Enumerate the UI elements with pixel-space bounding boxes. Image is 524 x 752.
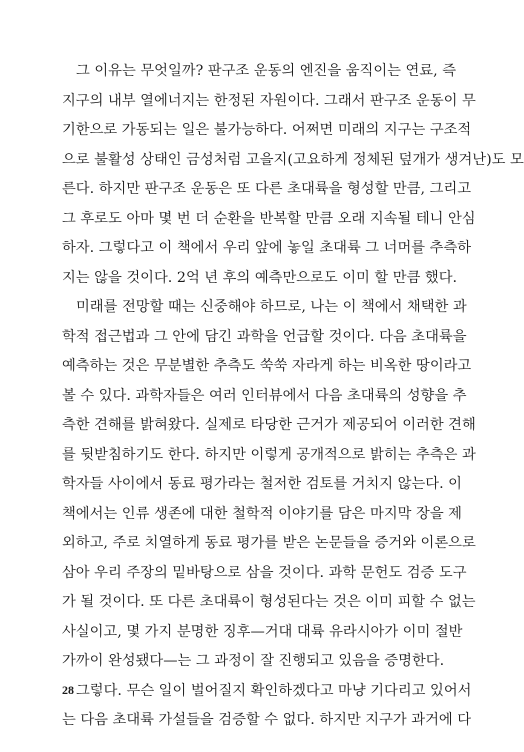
text-line: 그 후로도 아마 몇 번 더 순환을 반복할 만큼 오래 지속될 테니 안심 — [62, 210, 476, 227]
paragraph-1 — [62, 57, 524, 293]
paragraph-2 — [62, 293, 476, 677]
text-line: 책에서는 인류 생존에 대한 철학적 이야기를 담은 마지막 장을 제 — [62, 505, 462, 522]
text-line: 를 뒷받침하기도 한다. 하지만 이렇게 공개적으로 밝히는 추측은 과 — [62, 446, 476, 463]
text-line: 가 될 것이다. 또 다른 초대륙이 형성된다는 것은 이미 피할 수 없는 — [62, 594, 476, 610]
text-line: 지는 않을 것이다. 2억 년 후의 예측만으로도 이미 할 만큼 했다. — [62, 269, 458, 286]
text-line: 는 다음 초대륙 가설들을 검증할 수 없다. 하지만 지구가 과거에 다 — [62, 712, 472, 728]
text-line: 예측하는 것은 무분별한 추측도 쑥쑥 자라게 하는 비옥한 땅이라고 — [62, 358, 472, 374]
text-line: 기한으로 가동되는 일은 불가능하다. 어쩌면 미래의 지구는 구조적 — [62, 122, 472, 138]
text-line: 미래를 전망할 때는 신중해야 하므로, 나는 이 책에서 채택한 과 — [76, 299, 467, 315]
text-line: 그렇다. 무슨 일이 벌어질지 확인하겠다고 마냥 기다리고 있어서 — [76, 682, 472, 699]
page-number: 28 — [62, 683, 74, 697]
text-line: 학자들 사이에서 동료 평가라는 철저한 검토를 거치지 않는다. 이 — [62, 476, 462, 492]
text-line: 삼아 우리 주장의 밑바탕으로 삼을 것이다. 과학 문헌도 검증 도구 — [62, 564, 467, 581]
text-line: 른다. 하지만 판구조 운동은 또 다른 초대륙을 형성할 만큼, 그리고 — [62, 181, 472, 197]
text-line: 볼 수 있다. 과학자들은 여러 인터뷰에서 다음 초대륙의 성향을 추 — [62, 387, 467, 404]
body-text — [62, 57, 524, 736]
text-line: 측한 견해를 밝혀왔다. 실제로 타당한 근거가 제공되어 이러한 견해 — [62, 417, 476, 433]
text-line: 외하고, 주로 치열하게 동료 평가를 받은 논문들을 증거와 이론으로 — [62, 535, 476, 551]
text-line: 으로 불활성 상태인 금성처럼 고을지(고요하게 정체된 덮개가 생겨난)도 모 — [62, 151, 524, 168]
text-line: 가까이 완성됐다—는 그 과정이 잘 진행되고 있음을 증명한다. — [62, 653, 445, 669]
text-line: 하자. 그렇다고 이 책에서 우리 앞에 놓일 초대륙 그 너머를 추측하 — [62, 240, 472, 256]
text-line: 학적 접근법과 그 안에 담긴 과학을 언급할 것이다. 다음 초대륙을 — [62, 328, 467, 345]
text-line: 지구의 내부 열에너지는 한정된 자원이다. 그래서 판구조 운동이 무 — [62, 92, 476, 109]
text-line: 사실이고, 몇 가지 분명한 징후—거대 대륙 유라시아가 이미 절반 — [62, 623, 463, 640]
text-line: 그 이유는 무엇일까? 판구조 운동의 엔진을 움직이는 연료, 즉 — [76, 63, 457, 79]
paragraph-3 — [62, 677, 472, 736]
